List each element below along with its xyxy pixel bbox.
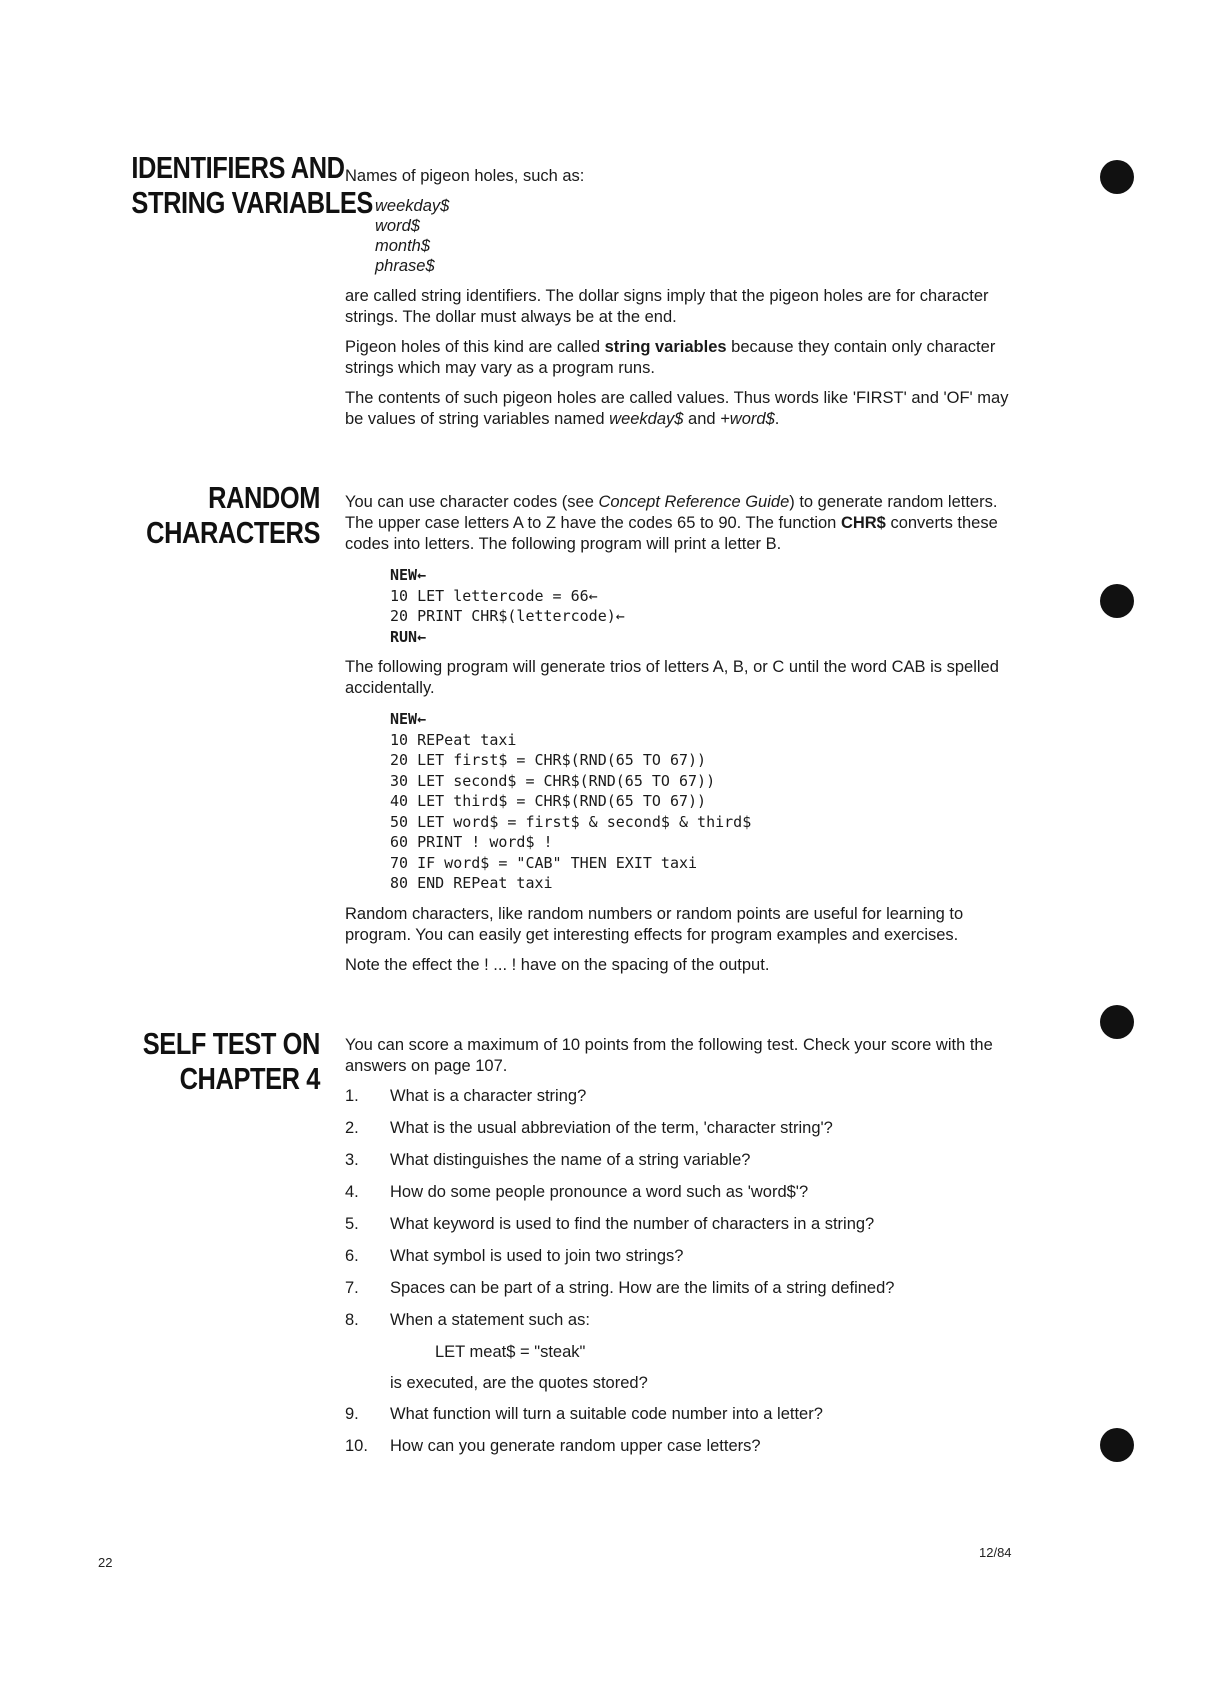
text: and <box>683 410 721 428</box>
question-code: LET meat$ = "steak" <box>435 1343 586 1361</box>
identifier-item: word$ <box>375 217 420 235</box>
paragraph <box>345 337 1025 379</box>
intro-text: You can score a maximum of 10 points from the following test. Check your score with the answers on page 107. <box>345 1036 993 1075</box>
heading-line: CHAPTER 4 <box>179 1061 320 1096</box>
code-line: NEW← <box>390 710 427 728</box>
section-random <box>345 492 1025 985</box>
question-text: How can you generate random upper case letters? <box>390 1437 761 1455</box>
question-continuation: is executed, are the quotes stored? <box>390 1374 648 1392</box>
heading-line: SELF TEST ON <box>142 1026 320 1061</box>
question-number: 4. <box>345 1183 359 1201</box>
footer-date: 12/84 <box>979 1545 1012 1560</box>
code-line: NEW← <box>390 566 427 584</box>
code-block-2 <box>390 709 1025 894</box>
question-number: 10. <box>345 1437 368 1455</box>
question-item <box>345 1278 1025 1299</box>
question-text: What symbol is used to join two strings? <box>390 1247 684 1265</box>
question-item <box>345 1310 1025 1331</box>
code-line: 10 REPeat taxi <box>390 730 517 749</box>
question-number: 2. <box>345 1119 359 1137</box>
code-line: 30 LET second$ = CHR$(RND(65 TO 67)) <box>390 771 716 790</box>
reference: Concept Reference Guide <box>598 493 790 511</box>
term: string variables <box>604 338 727 356</box>
code-line: 70 IF word$ = "CAB" THEN EXIT taxi <box>390 853 698 872</box>
code-line: 20 PRINT CHR$(lettercode)← <box>390 607 625 625</box>
question-number: 6. <box>345 1247 359 1265</box>
term: CHR$ <box>840 514 886 532</box>
text: Pigeon holes of this kind are called <box>345 338 605 356</box>
binder-hole <box>1100 160 1134 194</box>
question-number: 3. <box>345 1151 359 1169</box>
text: converts these codes into letters. The following program will print a letter B. <box>345 514 998 553</box>
question-number: 8. <box>345 1311 359 1329</box>
paragraph: are called string identifiers. The dollar signs imply that the pigeon holes are for character strings. The dollar must always be at the end. <box>345 287 989 326</box>
question-number: 9. <box>345 1405 359 1423</box>
question-item <box>345 1086 1025 1107</box>
question-text: What function will turn a suitable code number into a letter? <box>390 1405 823 1423</box>
text: You can use character codes (see <box>345 493 599 511</box>
code-line: 40 LET third$ = CHR$(RND(65 TO 67)) <box>390 792 707 810</box>
identifier-item: month$ <box>375 237 431 255</box>
question-text: What distinguishes the name of a string variable? <box>390 1151 751 1169</box>
question-text: How do some people pronounce a word such as 'word$'? <box>390 1183 809 1201</box>
code-line: 10 LET lettercode = 66← <box>390 586 598 605</box>
code-line: 50 LET word$ = first$ & second$ & third$ <box>390 812 752 831</box>
heading-line: STRING VARIABLES <box>131 185 373 220</box>
question-text: When a statement such as: <box>390 1311 590 1329</box>
section-heading-self-test <box>131 1026 320 1096</box>
heading-line: CHARACTERS <box>146 515 320 550</box>
question-text: What keyword is used to find the number of characters in a string? <box>390 1215 875 1233</box>
binder-hole <box>1100 1005 1134 1039</box>
heading-line: RANDOM <box>208 480 320 515</box>
question-item <box>345 1214 1025 1235</box>
heading-line: IDENTIFIERS AND <box>131 150 345 185</box>
section-heading-random <box>131 480 320 550</box>
paragraph: The following program will generate trios of letters A, B, or C until the word CAB is spelled accidentally. <box>345 658 999 697</box>
variable-name: weekday$ <box>609 410 684 428</box>
question-text: What is the usual abbreviation of the term, 'character string'? <box>390 1119 833 1137</box>
code-line: 20 LET first$ = CHR$(RND(65 TO 67)) <box>390 751 707 769</box>
question-item <box>345 1436 1025 1457</box>
paragraph <box>345 388 1025 430</box>
question-item <box>345 1404 1025 1425</box>
question-list <box>345 1086 1025 1331</box>
binder-hole <box>1100 584 1134 618</box>
text: because they contain only character strings which may vary as a program runs. <box>345 338 996 377</box>
variable-name: +word$ <box>720 410 775 428</box>
text: ) to generate random letters. The upper case letters A to Z have the codes 65 to 90. The function <box>345 493 998 532</box>
paragraph: Note the effect the ! ... ! have on the spacing of the output. <box>345 955 770 974</box>
identifier-list <box>375 196 1025 276</box>
question-item <box>345 1182 1025 1203</box>
question-item <box>345 1118 1025 1139</box>
code-line: RUN← <box>390 627 427 646</box>
identifier-item: phrase$ <box>375 257 435 275</box>
question-item <box>345 1150 1025 1171</box>
binder-hole <box>1100 1428 1134 1462</box>
code-block-1 <box>390 565 1025 647</box>
text: The contents of such pigeon holes are called values. Thus words like 'FIRST' and 'OF' may be values of string variables named <box>345 389 1009 428</box>
question-number: 1. <box>345 1087 359 1105</box>
text: . <box>774 410 780 428</box>
question-item <box>345 1246 1025 1267</box>
section-self-test <box>345 1035 1025 1468</box>
code-line: 80 END REPeat taxi <box>390 874 553 892</box>
question-text: What is a character string? <box>390 1087 587 1105</box>
section-identifiers <box>345 166 1025 439</box>
paragraph: Random characters, like random numbers or random points are useful for learning to program. You can easily get interesting effects for program examples and exercises. <box>345 904 964 944</box>
question-number: 7. <box>345 1279 359 1297</box>
question-number: 5. <box>345 1215 359 1233</box>
paragraph <box>345 492 1025 555</box>
identifier-item: weekday$ <box>375 197 450 215</box>
question-list <box>345 1404 1025 1457</box>
question-text: Spaces can be part of a string. How are the limits of a string defined? <box>390 1279 895 1297</box>
page-number: 22 <box>98 1555 113 1570</box>
section-heading-identifiers <box>131 150 373 220</box>
intro-text: Names of pigeon holes, such as: <box>345 167 585 185</box>
code-line: 60 PRINT ! word$ ! <box>390 833 553 851</box>
